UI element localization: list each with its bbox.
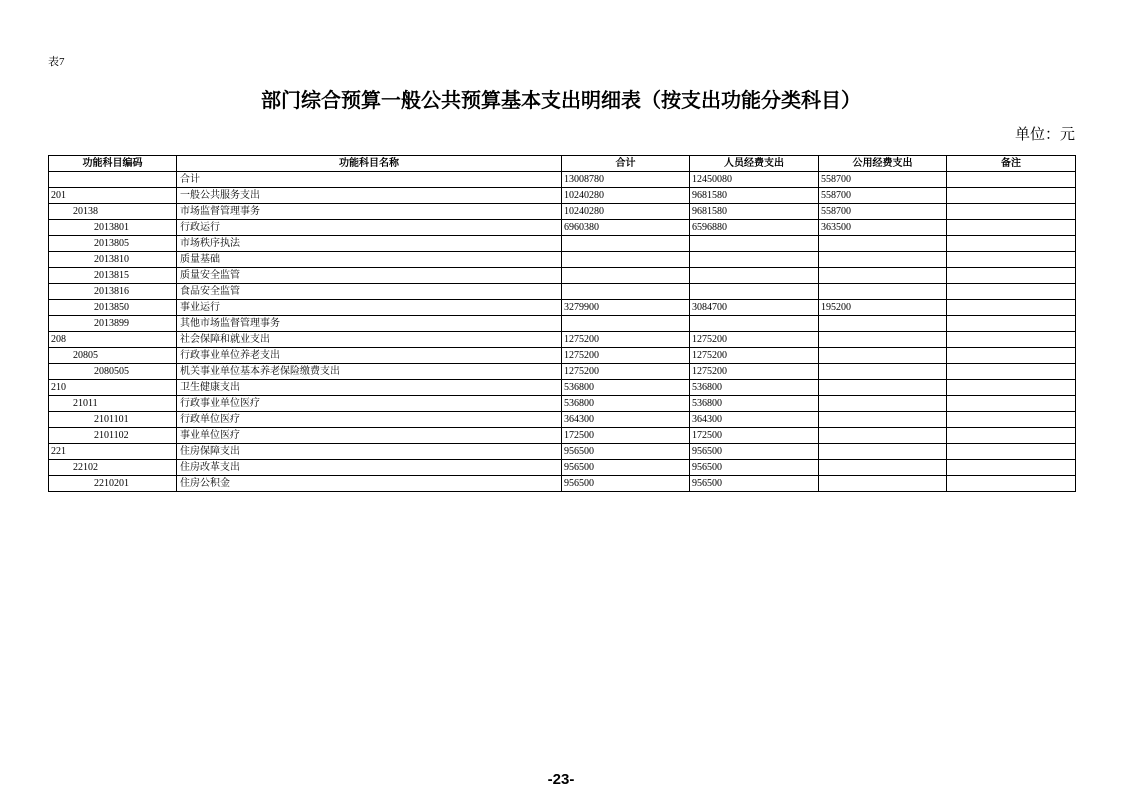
cell-personnel: 1275200	[690, 332, 819, 348]
cell-personnel: 1275200	[690, 348, 819, 364]
table-row	[49, 396, 1076, 412]
table-row	[49, 412, 1076, 428]
cell-code: 2013801	[49, 220, 177, 236]
cell-note	[947, 348, 1076, 364]
cell-name: 质量安全监管	[177, 268, 562, 284]
cell-public	[819, 316, 947, 332]
table-row	[49, 172, 1076, 188]
cell-note	[947, 476, 1076, 492]
cell-name: 住房公积金	[177, 476, 562, 492]
header-name: 功能科目名称	[177, 156, 562, 172]
header-total: 合计	[562, 156, 690, 172]
page-number: -23-	[547, 771, 575, 788]
table-row	[49, 380, 1076, 396]
cell-total: 536800	[562, 380, 690, 396]
cell-public	[819, 284, 947, 300]
table-row	[49, 236, 1076, 252]
cell-total	[562, 316, 690, 332]
cell-name: 社会保障和就业支出	[177, 332, 562, 348]
cell-total	[562, 252, 690, 268]
cell-total: 956500	[562, 460, 690, 476]
table-row	[49, 444, 1076, 460]
cell-personnel: 1275200	[690, 364, 819, 380]
cell-name: 一般公共服务支出	[177, 188, 562, 204]
cell-public	[819, 364, 947, 380]
table-body	[49, 172, 1076, 492]
cell-personnel: 956500	[690, 476, 819, 492]
cell-note	[947, 412, 1076, 428]
cell-code: 21011	[49, 396, 177, 412]
cell-code: 210	[49, 380, 177, 396]
table-row	[49, 300, 1076, 316]
cell-personnel: 9681580	[690, 204, 819, 220]
table-row	[49, 428, 1076, 444]
cell-code: 221	[49, 444, 177, 460]
cell-total: 1275200	[562, 348, 690, 364]
cell-public	[819, 444, 947, 460]
table-row	[49, 188, 1076, 204]
cell-code: 20805	[49, 348, 177, 364]
cell-public	[819, 348, 947, 364]
cell-code: 2101101	[49, 412, 177, 428]
cell-code: 22102	[49, 460, 177, 476]
cell-name: 卫生健康支出	[177, 380, 562, 396]
cell-public	[819, 412, 947, 428]
cell-personnel	[690, 284, 819, 300]
cell-public	[819, 396, 947, 412]
cell-public	[819, 236, 947, 252]
cell-note	[947, 204, 1076, 220]
cell-total: 1275200	[562, 364, 690, 380]
cell-public: 195200	[819, 300, 947, 316]
cell-name: 行政事业单位医疗	[177, 396, 562, 412]
cell-personnel: 364300	[690, 412, 819, 428]
unit-label: 单位：元	[1014, 127, 1075, 143]
cell-code: 2013815	[49, 268, 177, 284]
cell-note	[947, 188, 1076, 204]
cell-name: 食品安全监管	[177, 284, 562, 300]
cell-name: 其他市场监督管理事务	[177, 316, 562, 332]
budget-table	[48, 155, 1076, 492]
cell-note	[947, 252, 1076, 268]
cell-code: 2101102	[49, 428, 177, 444]
cell-note	[947, 332, 1076, 348]
table-row	[49, 204, 1076, 220]
cell-name: 市场秩序执法	[177, 236, 562, 252]
cell-public: 558700	[819, 188, 947, 204]
cell-personnel: 172500	[690, 428, 819, 444]
table-row	[49, 332, 1076, 348]
cell-total: 956500	[562, 444, 690, 460]
cell-code: 201	[49, 188, 177, 204]
cell-note	[947, 380, 1076, 396]
cell-total: 10240280	[562, 204, 690, 220]
cell-public: 363500	[819, 220, 947, 236]
cell-public	[819, 268, 947, 284]
cell-personnel: 6596880	[690, 220, 819, 236]
cell-total: 6960380	[562, 220, 690, 236]
cell-personnel: 536800	[690, 380, 819, 396]
cell-name: 合计	[177, 172, 562, 188]
cell-total: 10240280	[562, 188, 690, 204]
cell-total	[562, 236, 690, 252]
cell-personnel: 12450080	[690, 172, 819, 188]
cell-personnel: 536800	[690, 396, 819, 412]
cell-name: 住房保障支出	[177, 444, 562, 460]
cell-personnel: 956500	[690, 444, 819, 460]
cell-personnel	[690, 236, 819, 252]
cell-note	[947, 444, 1076, 460]
cell-name: 行政运行	[177, 220, 562, 236]
table-label: 表7	[48, 56, 65, 68]
cell-name: 行政单位医疗	[177, 412, 562, 428]
cell-note	[947, 268, 1076, 284]
table-header-row	[49, 156, 1076, 172]
cell-code: 2013810	[49, 252, 177, 268]
cell-total: 172500	[562, 428, 690, 444]
cell-code: 2080505	[49, 364, 177, 380]
cell-note	[947, 364, 1076, 380]
cell-public	[819, 252, 947, 268]
cell-code: 2013805	[49, 236, 177, 252]
cell-note	[947, 396, 1076, 412]
cell-personnel: 9681580	[690, 188, 819, 204]
page-title: 部门综合预算一般公共预算基本支出明细表（按支出功能分类科目）	[261, 90, 861, 112]
cell-code	[49, 172, 177, 188]
table-row	[49, 316, 1076, 332]
cell-total: 956500	[562, 476, 690, 492]
cell-name: 事业单位医疗	[177, 428, 562, 444]
table-row	[49, 252, 1076, 268]
table-row	[49, 460, 1076, 476]
cell-code: 2210201	[49, 476, 177, 492]
cell-total: 13008780	[562, 172, 690, 188]
table-row	[49, 220, 1076, 236]
cell-name: 住房改革支出	[177, 460, 562, 476]
header-code: 功能科目编码	[49, 156, 177, 172]
cell-note	[947, 428, 1076, 444]
cell-public: 558700	[819, 204, 947, 220]
cell-total: 1275200	[562, 332, 690, 348]
cell-note	[947, 460, 1076, 476]
cell-note	[947, 300, 1076, 316]
cell-public	[819, 428, 947, 444]
cell-note	[947, 236, 1076, 252]
cell-public	[819, 332, 947, 348]
cell-name: 事业运行	[177, 300, 562, 316]
header-note: 备注	[947, 156, 1076, 172]
cell-total	[562, 284, 690, 300]
cell-note	[947, 220, 1076, 236]
cell-total: 3279900	[562, 300, 690, 316]
cell-public	[819, 460, 947, 476]
cell-name: 机关事业单位基本养老保险缴费支出	[177, 364, 562, 380]
table-row	[49, 364, 1076, 380]
cell-code: 2013899	[49, 316, 177, 332]
cell-total: 536800	[562, 396, 690, 412]
cell-total: 364300	[562, 412, 690, 428]
cell-note	[947, 284, 1076, 300]
header-personnel: 人员经费支出	[690, 156, 819, 172]
cell-name: 行政事业单位养老支出	[177, 348, 562, 364]
table-row	[49, 268, 1076, 284]
cell-note	[947, 172, 1076, 188]
cell-personnel	[690, 268, 819, 284]
cell-name: 市场监督管理事务	[177, 204, 562, 220]
header-public: 公用经费支出	[819, 156, 947, 172]
table-row	[49, 284, 1076, 300]
cell-note	[947, 316, 1076, 332]
cell-code: 208	[49, 332, 177, 348]
cell-code: 2013816	[49, 284, 177, 300]
cell-code: 20138	[49, 204, 177, 220]
cell-total	[562, 268, 690, 284]
cell-name: 质量基础	[177, 252, 562, 268]
cell-personnel	[690, 252, 819, 268]
table-row	[49, 348, 1076, 364]
cell-code: 2013850	[49, 300, 177, 316]
cell-personnel: 3084700	[690, 300, 819, 316]
cell-public	[819, 380, 947, 396]
cell-personnel: 956500	[690, 460, 819, 476]
cell-public: 558700	[819, 172, 947, 188]
table-row	[49, 476, 1076, 492]
cell-personnel	[690, 316, 819, 332]
cell-public	[819, 476, 947, 492]
